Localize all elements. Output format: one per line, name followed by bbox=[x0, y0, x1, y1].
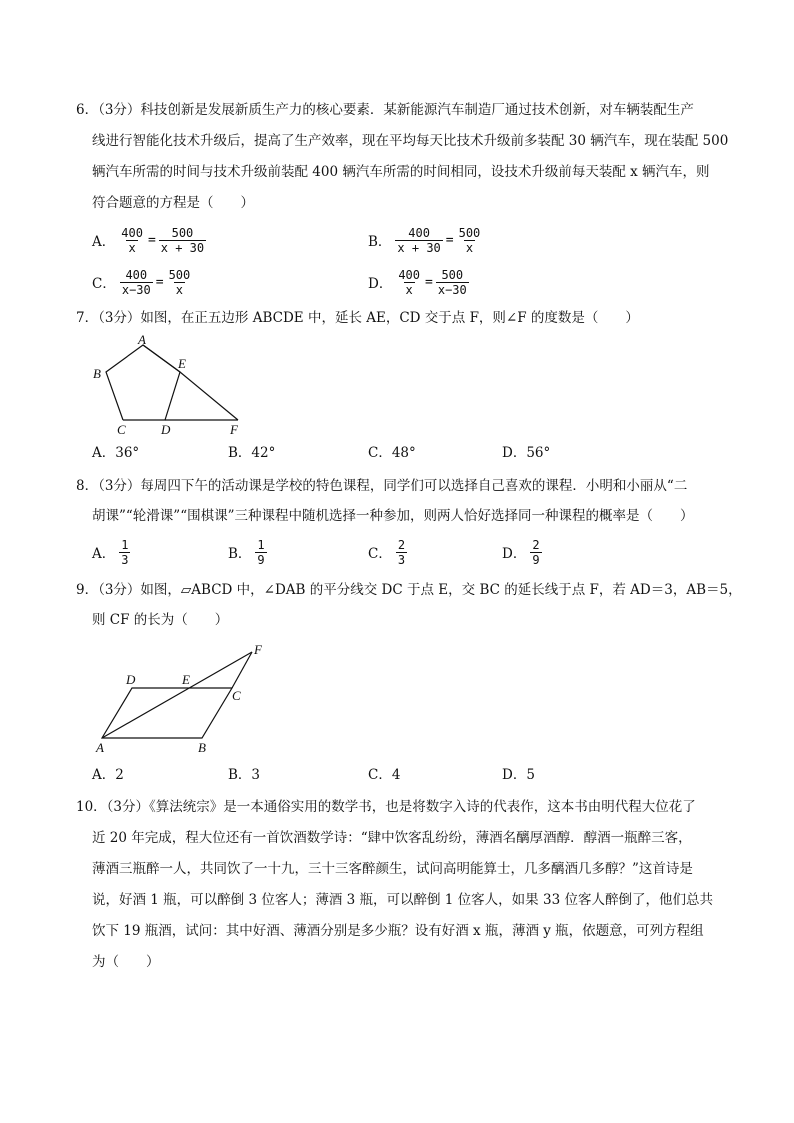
q8-option-d[interactable]: D． $\frac{2}{9}$ bbox=[502, 537, 540, 567]
q10-line-4: 说，好酒 1 瓶，可以醉倒 3 位客人；薄酒 3 瓶，可以醉倒 1 位客人，如果 33 位客人醉倒了，他们总共 bbox=[92, 892, 713, 908]
q6-option-d[interactable]: D． $\frac{400}{x}$ = $\frac{500}{x-30}$ bbox=[368, 267, 467, 297]
q6-option-c[interactable]: C． $\frac{400}{x-30}$ = $\frac{500}{x}$ bbox=[92, 267, 191, 297]
label-b: B bbox=[198, 740, 206, 755]
label-f: F bbox=[254, 642, 262, 657]
fraction-right: $\frac{500}{x}$ bbox=[458, 225, 481, 255]
q6-line-3: 辆汽车所需的时间与技术升级前装配 400 辆汽车所需的时间相同，设技术升级前每天装配 x 辆汽车，则 bbox=[92, 164, 710, 180]
q8-line-1: 8．（3分）每周四下午的活动课是学校的特色课程，同学们可以选择自己喜欢的课程．小明和小丽从“二 bbox=[76, 478, 688, 494]
line-af bbox=[102, 652, 252, 738]
q10-line-1: 10．（3分）《算法统宗》是一本通俗实用的数学书，也是将数字入诗的代表作，这本书由明代程大位花了 bbox=[76, 799, 696, 815]
q9-option-d[interactable]: D．5 bbox=[502, 767, 535, 783]
q6-option-a[interactable]: A． $\frac{400}{x}$ = $\frac{500}{x + 30}$ bbox=[92, 225, 205, 255]
q6-option-b[interactable]: B． $\frac{400}{x + 30}$ = $\frac{500}{x}$ bbox=[368, 225, 481, 255]
fraction-left: $\frac{400}{x + 30}$ bbox=[397, 225, 441, 255]
q10-line-3: 薄酒三瓶醉一人，共同饮了一十九，三十三客醉颜生，试问高明能算士，几多醨酒几多醇？”这首诗是 bbox=[92, 861, 693, 877]
line-ae bbox=[143, 345, 180, 372]
q9-option-a[interactable]: A．2 bbox=[92, 767, 124, 783]
fraction-right: $\frac{500}{x + 30}$ bbox=[160, 225, 205, 255]
label-f: F bbox=[230, 422, 238, 437]
label-c: C bbox=[117, 422, 126, 437]
fraction: $\frac{2}{3}$ bbox=[397, 537, 406, 567]
pentagon-edges bbox=[106, 345, 180, 420]
fraction-left: $\frac{400}{x}$ bbox=[121, 225, 143, 255]
label-d: D bbox=[126, 672, 136, 687]
q7-option-d[interactable]: D．56° bbox=[502, 445, 551, 461]
q8-option-b[interactable]: B． $\frac{1}{9}$ bbox=[228, 537, 265, 567]
label-a: A bbox=[96, 740, 104, 755]
fraction-right: $\frac{500}{x-30}$ bbox=[437, 267, 467, 297]
fraction: $\frac{2}{9}$ bbox=[532, 537, 540, 567]
q10-line-6: 为（ ） bbox=[92, 954, 160, 970]
q9-line-1: 9．（3分）如图，▱ABCD 中，∠DAB 的平分线交 DC 于点 E，交 BC 的延长线于点 F，若 AD＝3，AB＝5， bbox=[76, 582, 742, 598]
pentagon-figure bbox=[88, 330, 258, 440]
label-e: E bbox=[178, 356, 186, 371]
fraction-left: $\frac{400}{x}$ bbox=[398, 267, 421, 297]
q10-line-5: 饮下 19 瓶酒，试问：其中好酒、薄酒分别是多少瓶？设有好酒 x 瓶，薄酒 y 瓶，依题意，可列方程组 bbox=[92, 923, 704, 939]
label-b: B bbox=[93, 366, 101, 381]
q6-line-1: 6．（3分）科技创新是发展新质生产力的核心要素．某新能源汽车制造厂通过技术创新，对车辆装配生产 bbox=[76, 102, 694, 118]
parallelogram-figure bbox=[90, 638, 275, 758]
fraction: $\frac{1}{3}$ bbox=[121, 537, 129, 567]
line-ef bbox=[180, 372, 238, 420]
label-c: C bbox=[232, 688, 241, 703]
label-d: D bbox=[161, 422, 171, 437]
q6-line-2: 线进行智能化技术升级后，提高了生产效率，现在平均每天比技术升级前多装配 30 辆汽车，现在装配 500 bbox=[92, 133, 729, 149]
q9-line-2: 则 CF 的长为（ ） bbox=[92, 612, 229, 628]
q9-option-c[interactable]: C．4 bbox=[368, 767, 401, 783]
q7-option-a[interactable]: A．36° bbox=[92, 445, 140, 461]
fraction-right: $\frac{500}{x}$ bbox=[168, 267, 191, 297]
q9-option-b[interactable]: B．3 bbox=[228, 767, 261, 783]
fraction: $\frac{1}{9}$ bbox=[257, 537, 265, 567]
label-a: A bbox=[138, 332, 146, 347]
q7-option-c[interactable]: C．48° bbox=[368, 445, 416, 461]
q10-line-2: 近 20 年完成，程大位还有一首饮酒数学诗：“肆中饮客乱纷纷，薄酒名醨厚酒醇．醇酒一瓶醉三客， bbox=[92, 830, 692, 846]
q7-stem: 7．（3分）如图，在正五边形 ABCDE 中，延长 AE，CD 交于点 F，则∠F 的度数是（ ） bbox=[76, 310, 639, 326]
parallelogram-abcd bbox=[102, 688, 232, 738]
q8-line-2: 胡课”“轮滑课”“围棋课”三种课程中随机选择一种参加，则两人恰好选择同一种课程的概率是（ ） bbox=[92, 508, 694, 524]
q6-line-4: 符合题意的方程是（ ） bbox=[92, 195, 254, 211]
q8-option-c[interactable]: C． $\frac{2}{3}$ bbox=[368, 537, 406, 567]
q8-option-a[interactable]: A． $\frac{1}{3}$ bbox=[92, 537, 129, 567]
fraction-left: $\frac{400}{x-30}$ bbox=[121, 267, 151, 297]
label-e: E bbox=[182, 672, 190, 687]
q7-option-b[interactable]: B．42° bbox=[228, 445, 276, 461]
